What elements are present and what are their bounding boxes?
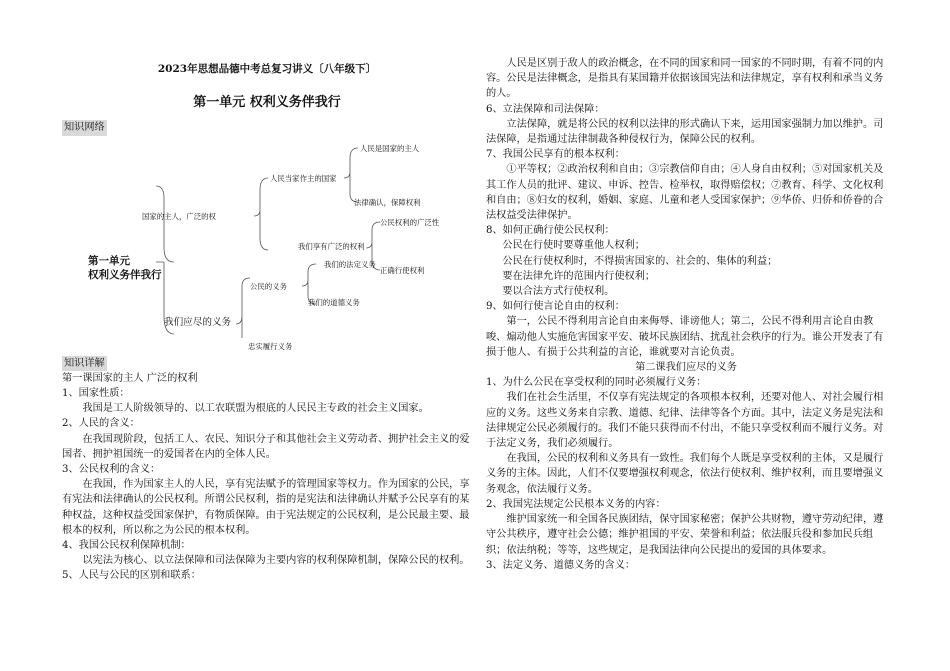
paragraph: 公民在行使时要尊重他人权利； xyxy=(502,240,645,252)
paragraph: 以宪法为核心、以立法保障和司法保障为主要内容的权利保障机制，保障公民的权利。 xyxy=(82,555,470,567)
bracket-a1 xyxy=(344,148,358,202)
paragraph: 人民是区别于敌人的政治概念，在不同的国家和同一国家的不同时期，有着不同的内容。公民是法律概念，是指具有某国籍并依据该国宪法和法律规定，享有权利和承当义务的人。 xyxy=(486,58,884,100)
left-body-text xyxy=(62,371,472,584)
document-title: 2023年思想品德中考总复习讲义〔八年级下〕 xyxy=(157,63,377,75)
mind-map-brackets xyxy=(62,138,472,338)
paragraph: 第一，公民不得利用言论自由来侮辱、诽谤他人；第二，公民不得利用言论自由教唆、煽动他人实施危害国家平安、破坏民族团结、扰乱社会秩序的行为。谁公开发表了有损于他人、有损于公共利益的言论，谁就要对言论负责。 xyxy=(486,316,884,358)
mind-node-a2: 我们享有广泛的权利 xyxy=(298,241,365,251)
paragraph: 要在法律允许的范围内行使权利； xyxy=(502,270,656,282)
mind-node-a2-2: 正确行使权利 xyxy=(380,265,425,275)
mind-map xyxy=(62,138,472,351)
paragraph: 第一课国家的主人 广泛的权利 xyxy=(62,372,198,384)
mind-node-a2-1: 公民权利的广泛性 xyxy=(380,217,440,227)
mind-node-a1-2: 法律确认，保障权利 xyxy=(354,197,421,207)
left-column xyxy=(62,56,472,584)
bracket-branch-a xyxy=(254,178,268,250)
paragraph: 7、我国公民享有的根本权利： xyxy=(486,149,625,161)
paragraph: 我国是工人阶级领导的、以工农联盟为根底的人民民主专政的社会主义国家。 xyxy=(82,403,429,415)
paragraph: 6、立法保障和司法保障： xyxy=(486,103,605,115)
mind-node-b1: 公民的义务 xyxy=(250,281,287,291)
mind-node-a1: 人民当家作主的国家 xyxy=(270,173,337,183)
mind-root-title: 权利义务伴我行 xyxy=(88,268,162,281)
paragraph: 第二课我们应尽的义务 xyxy=(635,362,737,374)
mind-root-unit: 第一单元 xyxy=(88,254,130,267)
right-body-text xyxy=(486,56,886,573)
section-tag-knowledge-network: 知识网络 xyxy=(62,120,107,135)
mind-node-branch-b: 我们应尽的义务 xyxy=(164,316,232,328)
mind-node-b2: 忠实履行义务 xyxy=(248,341,293,351)
paragraph: 2、人民的含义： xyxy=(62,418,140,430)
section-tag-knowledge-detail: 知识详解 xyxy=(62,356,107,371)
paragraph: ①平等权；②政治权利和自由；③宗教信仰自由；④人身自由权利；⑤对国家机关及其工作人员的批评、建议、申诉、控告、检举权，取得赔偿权；⑦教育、科学、文化权利和自由；⑧妇女的权利，婚姻、家庭、儿童和老人受国家保护；⑨华侨、归侨和侨眷的合法权益受法律保护。 xyxy=(486,164,884,222)
bracket-root xyxy=(156,186,174,334)
paragraph: 公民在行使权利时，不得损害国家的、社会的、集体的利益； xyxy=(502,255,778,267)
paragraph: 2、我国宪法规定公民根本义务的内容： xyxy=(486,498,666,510)
bracket-branch-b xyxy=(236,278,250,338)
mind-node-a1-1: 人民是国家的主人 xyxy=(360,143,420,153)
paragraph: 1、国家性质： xyxy=(62,388,130,400)
paragraph: 要以合法方式行使权利。 xyxy=(502,286,615,298)
paragraph: 维护国家统一和全国各民族团结，保守国家秘密；保护公共财物，遵守劳动纪律，遵守公共秩序，遵守社会公德；维护祖国的平安、荣誉和利益；依法服兵役和参加民兵组织；依法纳税；等等，这些规定，是我国法律向公民提出的爱国的具体要求。 xyxy=(486,514,884,556)
unit-title: 第一单元 权利义务伴我行 xyxy=(193,95,341,111)
paragraph: 1、为什么公民在享受权利的同时必须履行义务： xyxy=(486,377,707,389)
paragraph: 8、如何正确行使公民权利： xyxy=(486,225,615,237)
right-column xyxy=(486,56,886,573)
paragraph: 3、法定义务、道德义务的含义： xyxy=(486,559,636,571)
paragraph: 9、如何行使言论自由的权利： xyxy=(486,301,625,313)
paragraph: 立法保障，就是将公民的权利以法律的形式确认下来，运用国家强制力加以维护。司法保障，是指通过法律制裁各种侵权行为，保障公民的权利。 xyxy=(486,118,884,146)
paragraph: 5、人民与公民的区别和联系： xyxy=(62,570,201,582)
paragraph: 在我国现阶段，包括工人、农民、知识分子和其他社会主义劳动者、拥护社会主义的爱国者、拥护祖国统一的爱国者在内的全体人民。 xyxy=(62,433,470,460)
paragraph: 3、公民权利的含义： xyxy=(62,464,161,476)
paragraph: 在我国，公民的权利和义务具有一致性。我们每个人既是享受权利的主体，又是履行义务的主体。因此，人们不仅要增强权利观念，依法行使权利、维护权利，而且要增强义务观念，依法履行义务。 xyxy=(486,453,884,495)
mind-node-b1-2: 我们的道德义务 xyxy=(308,297,360,307)
paragraph: 我们在社会生活里，不仅享有宪法规定的各项根本权利，还要对他人、对社会履行相应的义务。这些义务来自宗教、道德、纪律、法律等各个方面。其中，法定义务是宪法和法律规定公民必须履行的。我们不能只获得而不付出，不能只享受权利而不履行义务。对于法定义务，我们必须履行。 xyxy=(486,392,884,450)
mind-node-branch-a: 国家的主人，广泛的权 xyxy=(142,211,216,221)
mind-node-b1-1: 我们的法定义务 xyxy=(324,259,376,269)
paragraph: 4、我国公民权利保障机制： xyxy=(62,540,191,552)
paragraph: 在我国，作为国家主人的人民，享有宪法赋予的管理国家等权力。作为国家的公民，享有宪法和法律确认的公民权利。所谓公民权利，指的是宪法和法律确认并赋予公民享有的某种权益，这种权益受国家保护，有物质保障。由于宪法规定的公民权利，是公民最主要、最根本的权利，所以称之为公民的根本权利。 xyxy=(62,479,470,536)
